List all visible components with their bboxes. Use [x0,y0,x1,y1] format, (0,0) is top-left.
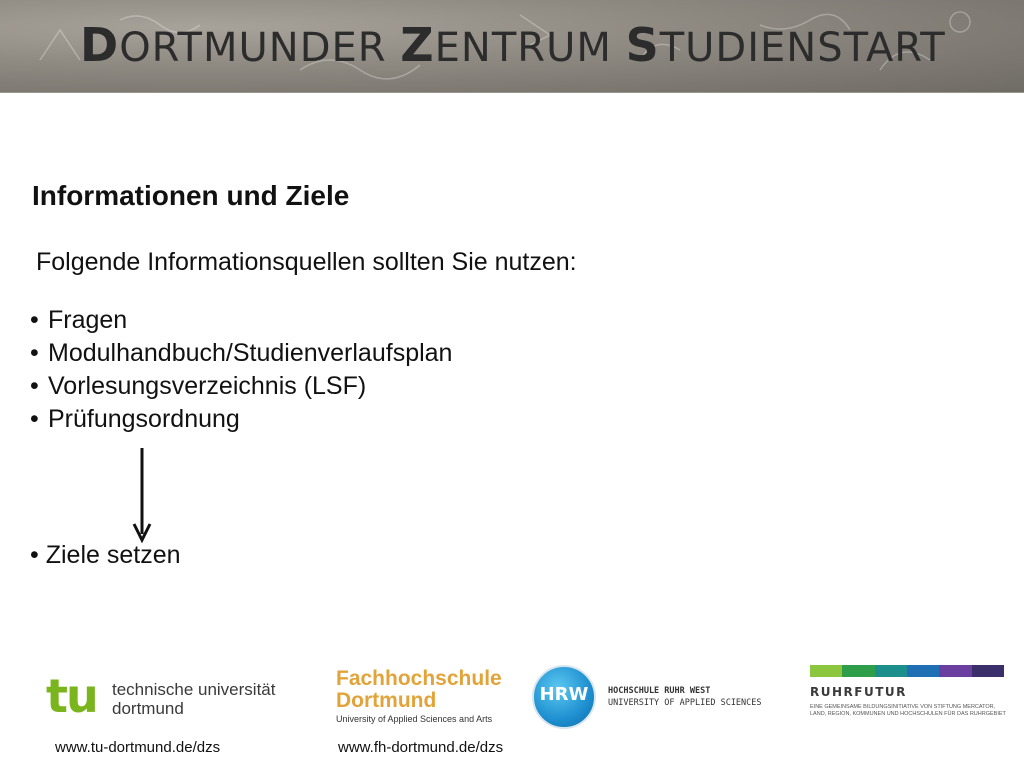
list-item-label: Vorlesungsverzeichnis (LSF) [48,372,367,400]
header-title [80,18,946,72]
color-segment [875,665,907,677]
tu-line-2: dortmund [112,699,184,718]
slide-title: Informationen und Ziele [32,180,350,211]
bullet-marker: • [30,405,39,433]
list-item [30,337,452,370]
header-banner [0,0,1024,93]
tu-line-1: technische universität [112,680,276,699]
color-segment [810,665,842,677]
hrw-abbr: HRW [539,684,589,705]
bullet-marker: • [30,372,39,400]
title-initial-s: S [625,18,660,72]
tu-dzs-link[interactable]: www.tu-dortmund.de/dzs [55,739,221,756]
tu-dortmund-logo [46,669,306,724]
color-segment [842,665,874,677]
goal-item [30,541,181,570]
bullet-marker: • [30,306,39,334]
bullet-marker: • [30,541,39,569]
fh-line-2: Dortmund [336,689,437,712]
hrw-line-2: UNIVERSITY OF APPLIED SCIENCES [608,698,762,708]
fh-dzs-link[interactable]: www.fh-dortmund.de/dzs [338,739,504,756]
fh-dortmund-logo [336,668,516,728]
list-item [30,370,452,403]
ruhrfutur-logo [810,665,1010,735]
list-item [30,304,452,337]
ruhrfutur-color-bar [810,665,1004,677]
bullet-marker: • [30,339,39,367]
tu-wordmark [112,680,275,718]
intro-text: Folgende Informationsquellen sollten Sie nutzen: [36,248,577,276]
arrow-down-icon [130,446,154,546]
goal-label: Ziele setzen [45,541,181,569]
ruhrfutur-description: EINE GEMEINSAME BILDUNGSINITIATIVE VON STIFTUNG MERCATOR, LAND, REGION, KOMMUNEN UND HOCHSCHULEN FÜR DAS RUHRGEBIET [810,704,1006,717]
list-item [30,403,452,436]
color-segment [907,665,939,677]
list-item-label: Modulhandbuch/Studienverlaufsplan [48,339,453,367]
hrw-line-1: HOCHSCHULE RUHR WEST [608,686,711,696]
title-initial-z: Z [400,18,435,72]
fh-subtitle: University of Applied Sciences and Arts [336,714,493,724]
tu-mark: tu [46,669,97,723]
color-segment [972,665,1004,677]
title-word-entrum: ENTRUM [434,25,626,71]
list-item-label: Prüfungsordnung [48,405,240,433]
color-segment [939,665,971,677]
ruhrfutur-name: RUHRFUTUR [810,685,907,699]
hrw-wordmark [608,685,762,709]
title-initial-d: D [80,18,120,72]
info-source-list [30,304,452,436]
title-word-tudienstart: TUDIENSTART [659,25,946,71]
fh-line-1: Fachhochschule [336,667,502,690]
title-word-ortmunder: ORTMUNDER [119,25,401,71]
hrw-logo [532,665,782,731]
list-item-label: Fragen [48,306,128,334]
